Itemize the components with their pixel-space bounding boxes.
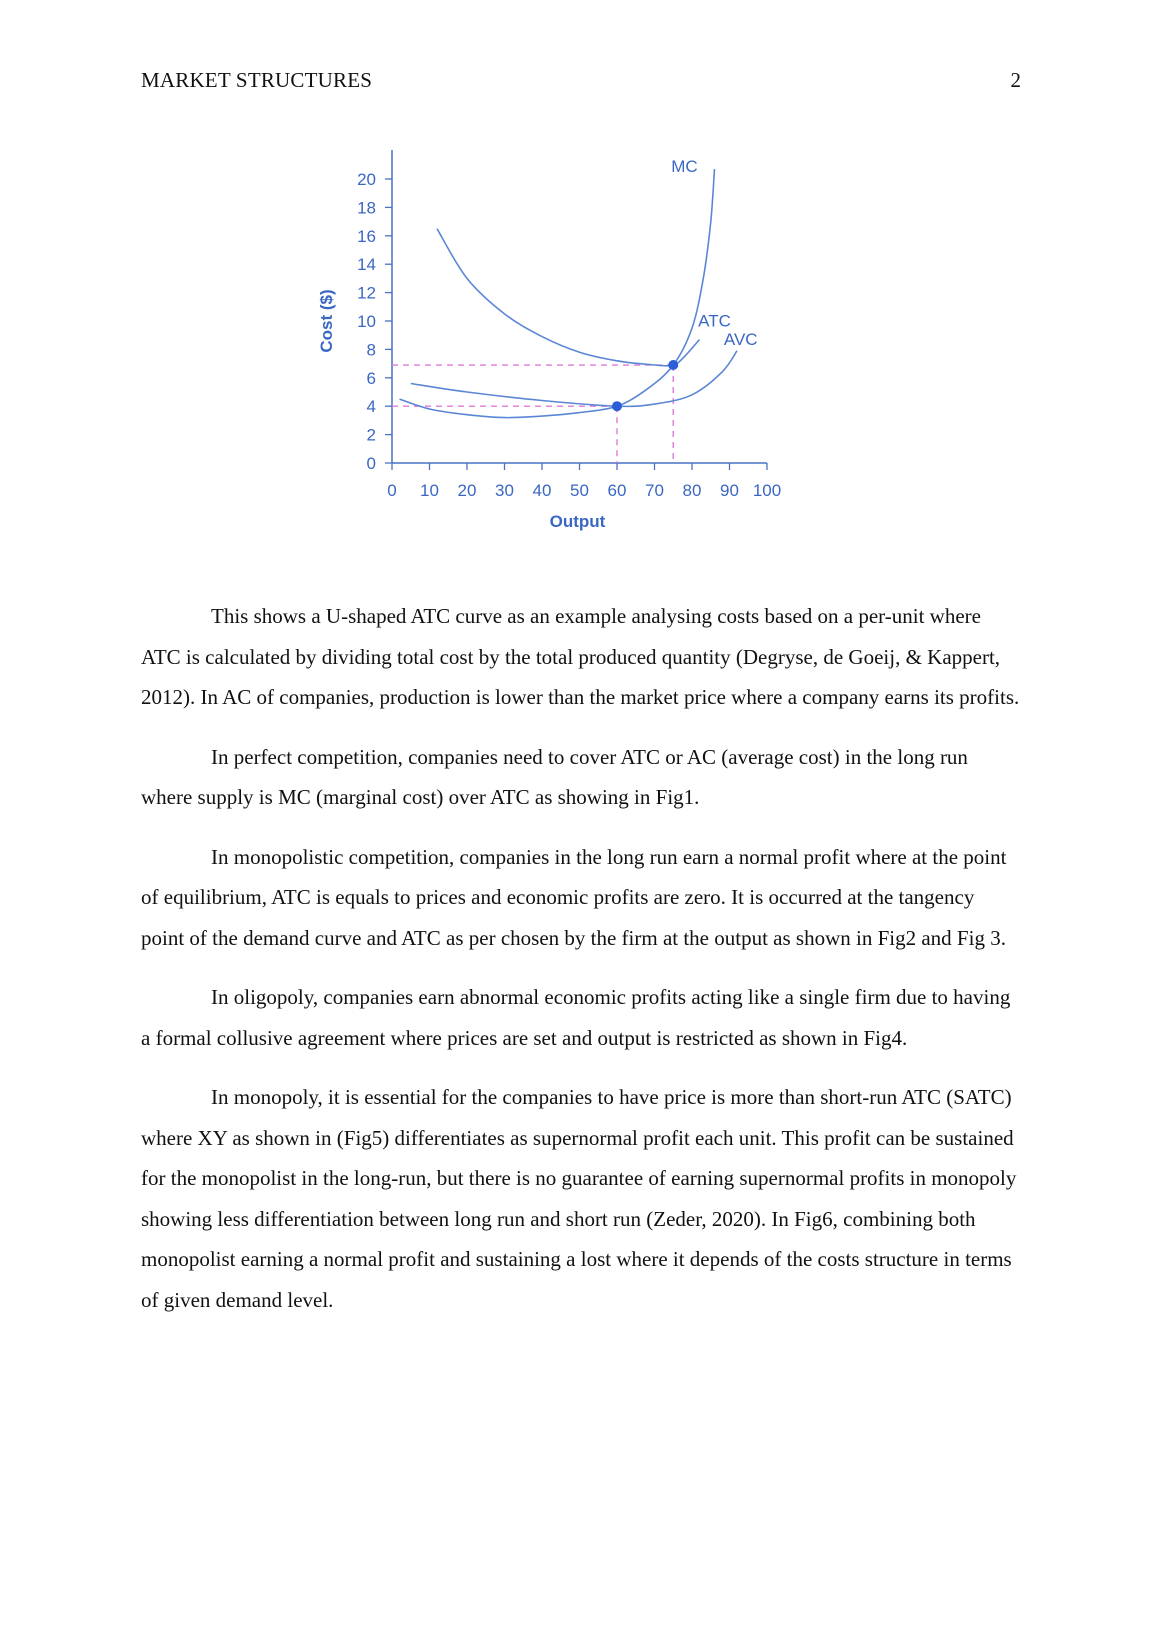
page-number: 2 <box>1010 68 1021 92</box>
y-tick-label: 12 <box>357 283 376 303</box>
intersection-point <box>612 401 622 411</box>
cost-curves-chart <box>317 150 840 570</box>
atc-label: ATC <box>698 311 731 331</box>
y-tick-label: 14 <box>357 255 376 275</box>
y-axis-title: Cost ($) <box>317 289 336 353</box>
x-tick-label: 30 <box>495 481 514 500</box>
x-tick-label: 40 <box>532 481 552 500</box>
avc-curve <box>411 351 737 407</box>
paragraph: In oligopoly, companies earn abnormal economic profits acting like a single firm due to having a formal collusive agreement where prices are set and output is restricted as shown in Fig4. <box>141 985 1011 1050</box>
x-axis-title: Output <box>549 512 606 531</box>
reference-lines <box>392 365 673 463</box>
y-tick-label: 10 <box>357 312 376 331</box>
y-tick-label: 6 <box>366 368 376 388</box>
y-tick-label: 18 <box>357 198 376 218</box>
y-tick-label: 0 <box>366 454 376 473</box>
curve-group <box>400 169 738 418</box>
y-tick-label: 20 <box>357 170 376 189</box>
y-tick-label: 8 <box>366 340 376 360</box>
paragraph: This shows a U-shaped ATC curve as an example analysing costs based on a per-unit where ATC is calculated by dividing total cost by the total produced quantity (Degryse, de Goeij, & Kappert, 2012). In AC of companies, production is lower than the market price where a company earns its profits. <box>141 604 1020 709</box>
x-tick-label: 10 <box>420 481 439 500</box>
intersection-point <box>668 360 678 370</box>
x-tick-label: 60 <box>607 481 627 500</box>
atc-curve <box>437 229 700 366</box>
paragraph: In perfect competition, companies need to cover ATC or AC (average cost) in the long run where supply is MC (marginal cost) over ATC as showing in Fig1. <box>141 744 968 809</box>
x-tick-label: 70 <box>645 481 664 500</box>
body-text <box>141 596 1021 1339</box>
x-tick-label: 90 <box>720 481 739 500</box>
paragraph: In monopoly, it is essential for the companies to have price is more than short-run ATC (SATC) where XY as shown in (Fig5) differentiates as supernormal profit each unit. This profit can be sustained for the monopolist in the long-run, but there is no guarantee of earning supernormal profits in monopoly showing less differentiation between long run and short run (Zeder, 2020). In Fig6, combining both monopolist earning a normal profit and sustaining a lost where it depends of the costs structure in terms of given demand level. <box>141 1085 1017 1312</box>
y-tick-label: 2 <box>366 425 376 445</box>
y-tick-label: 16 <box>357 226 376 246</box>
x-tick-label: 80 <box>682 481 702 500</box>
mc-curve <box>400 169 715 418</box>
x-tick-label: 50 <box>570 481 589 500</box>
y-tick-label: 4 <box>366 397 376 417</box>
x-tick-label: 100 <box>752 481 782 500</box>
header-title: MARKET STRUCTURES <box>141 68 373 92</box>
paragraph: In monopolistic competition, companies in the long run earn a normal profit where at the point of equilibrium, ATC is equals to prices and economic profits are zero. It is occurred at the tangency point of the demand curve and ATC as per chosen by the firm at the output as shown in Fig2 and Fig 3. <box>141 844 1007 950</box>
x-tick-label: 0 <box>387 481 397 500</box>
x-tick-label: 20 <box>457 481 477 500</box>
avc-label: AVC <box>723 330 758 350</box>
chart-axes <box>385 150 767 470</box>
running-head <box>141 68 1021 98</box>
mc-label: MC <box>671 156 698 176</box>
